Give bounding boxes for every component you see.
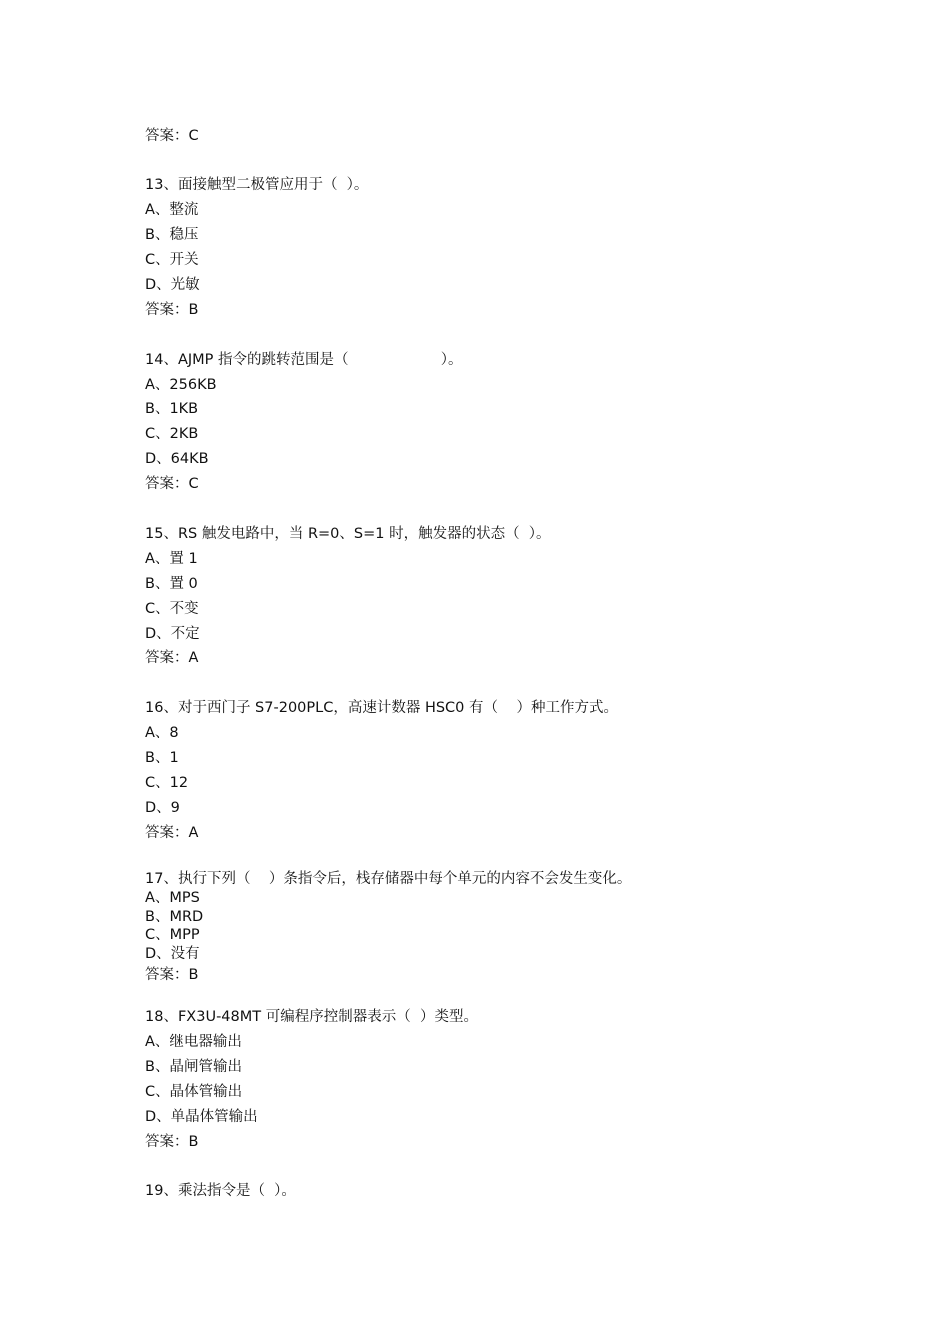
question-13-option-d: D、光敏 xyxy=(145,277,200,293)
question-15-option-b: B、置 0 xyxy=(145,576,198,592)
question-13-option-a: A、整流 xyxy=(145,202,199,218)
question-13-option-c: C、开关 xyxy=(145,252,199,268)
question-14-option-b: B、1KB xyxy=(145,401,199,417)
question-14-option-a: A、256KB xyxy=(145,377,217,393)
question-18-option-a: A、继电器输出 xyxy=(145,1034,242,1050)
question-16-answer: 答案：A xyxy=(145,825,199,841)
answer-12: 答案：C xyxy=(145,128,199,144)
question-16-option-d: D、9 xyxy=(145,800,180,816)
question-16-option-c: C、12 xyxy=(145,775,189,791)
question-17-stem: 17、执行下列（ ）条指令后，栈存储器中每个单元的内容不会发生变化。 xyxy=(145,871,632,887)
question-17-option-d: D、没有 xyxy=(145,946,200,962)
question-13-option-b: B、稳压 xyxy=(145,227,199,243)
question-15-option-a: A、置 1 xyxy=(145,551,198,567)
question-14-option-d: D、64KB xyxy=(145,451,209,467)
question-13-answer: 答案：B xyxy=(145,302,199,318)
question-16-option-a: A、8 xyxy=(145,725,179,741)
question-19-stem: 19、乘法指令是（ ）。 xyxy=(145,1183,296,1199)
question-18-stem: 18、FX3U-48MT 可编程序控制器表示（ ）类型。 xyxy=(145,1009,478,1025)
question-16-option-b: B、1 xyxy=(145,750,179,766)
question-17-answer: 答案：B xyxy=(145,967,199,983)
question-14-option-c: C、2KB xyxy=(145,426,199,442)
question-18-answer: 答案：B xyxy=(145,1134,199,1150)
question-15-option-d: D、不定 xyxy=(145,626,200,642)
question-17-option-b: B、MRD xyxy=(145,909,204,925)
question-18-option-b: B、晶闸管输出 xyxy=(145,1059,242,1075)
question-18-option-c: C、晶体管输出 xyxy=(145,1084,243,1100)
question-17-option-a: A、MPS xyxy=(145,890,200,906)
question-14-stem: 14、AJMP 指令的跳转范围是（ ）。 xyxy=(145,352,463,368)
question-15-option-c: C、不变 xyxy=(145,601,199,617)
question-13-stem: 13、面接触型二极管应用于（ ）。 xyxy=(145,177,369,193)
question-18-option-d: D、单晶体管输出 xyxy=(145,1109,258,1125)
question-16-stem: 16、对于西门子 S7-200PLC，高速计数器 HSC0 有（ ）种工作方式。 xyxy=(145,700,618,716)
question-15-stem: 15、RS 触发电路中，当 R=0、S=1 时，触发器的状态（ ）。 xyxy=(145,526,551,542)
question-15-answer: 答案：A xyxy=(145,650,199,666)
question-14-answer: 答案：C xyxy=(145,476,199,492)
question-17-option-c: C、MPP xyxy=(145,927,200,943)
